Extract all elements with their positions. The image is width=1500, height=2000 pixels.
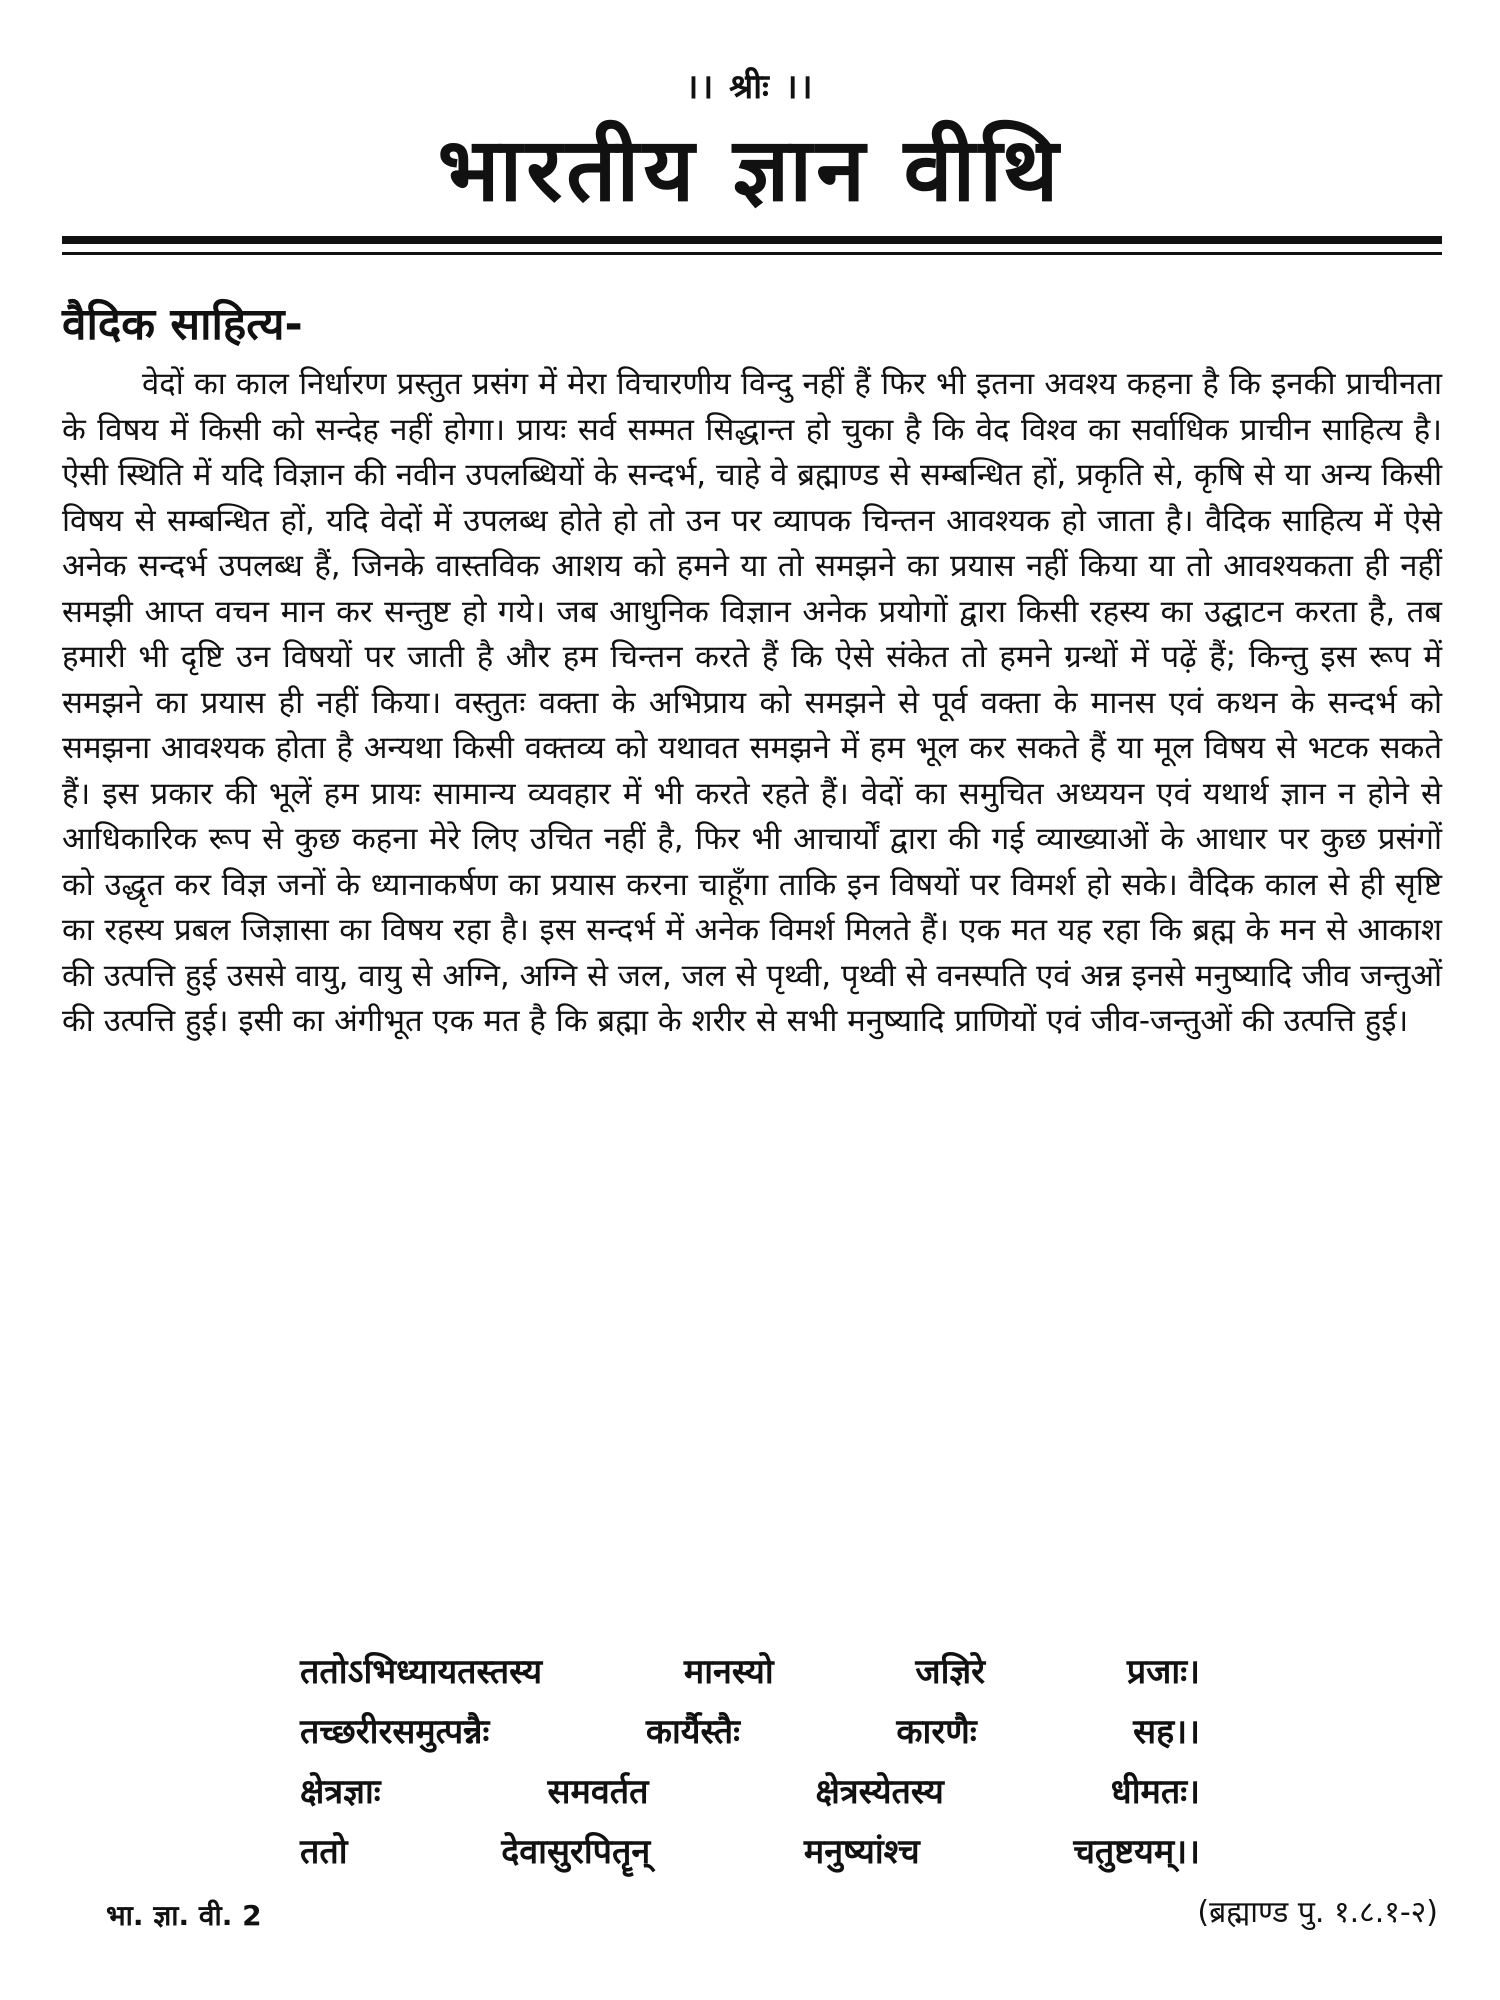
title-rule-thin (62, 252, 1442, 255)
body-paragraph: वेदों का काल निर्धारण प्रस्तुत प्रसंग में मेरा विचारणीय विन्दु नहीं हैं फिर भी इतना अवश्य कहना है कि इनकी प्राचीनता के विषय में किसी को सन्देह नहीं होगा। प्रायः सर्व सम्मत सिद्धान्त हो चुका है कि वेद विश्व का सर्वाधिक प्राचीन साहित्य है। ऐसी स्थिति में यदि विज्ञान की नवीन उपलब्धियों के सन्दर्भ, चाहे वे ब्रह्माण्ड से सम्बन्धित हों, प्रकृति से, कृषि से या अन्य किसी विषय से सम्बन्धित हों, यदि वेदों में उपलब्ध होते हो तो उन पर व्यापक चिन्तन आवश्यक हो जाता है। वैदिक साहित्य में ऐसे अनेक सन्दर्भ उपलब्ध हैं, जिनके वास्तविक आशय को हमने या तो समझने का प्रयास नहीं किया या तो आवश्यकता ही नहीं समझी आप्त वचन मान कर सन्तुष्ट हो गये। जब आधुनिक विज्ञान अनेक प्रयोगों द्वारा किसी रहस्य का उद्घाटन करता है, तब हमारी भी दृष्टि उन विषयों पर जाती है और हम चिन्तन करते हैं कि ऐसे संकेत तो हमने ग्रन्थों में पढ़ें हैं; किन्तु इस रूप में समझने का प्रयास ही नहीं किया। वस्तुतः वक्ता के अभिप्राय को समझने से पूर्व वक्ता के मानस एवं कथन के सन्दर्भ को समझना आवश्यक होता है अन्यथा किसी वक्तव्य को यथावत समझने में हम भूल कर सकते हैं या मूल विषय से भटक सकते हैं। इस प्रकार की भूलें हम प्रायः सामान्य व्यवहार में भी करते रहते हैं। वेदों का समुचित अध्ययन एवं यथार्थ ज्ञान न होने से आधिकारिक रूप से कुछ कहना मेरे लिए उचित नहीं है, फिर भी आचार्यों द्वारा की गई व्याख्याओं के आधार पर कुछ प्रसंगों को उद्धृत कर विज्ञ जनों के ध्यानाकर्षण का प्रयास करना चाहूँगा ताकि इन विषयों पर विमर्श हो सके। वैदिक काल से ही सृष्टि का रहस्य प्रबल जिज्ञासा का विषय रहा है। इस सन्दर्भ में अनेक विमर्श मिलते हैं। एक मत यह रहा कि ब्रह्म के मन से आकाश की उत्पत्ति हुई उससे वायु, वायु से अग्नि, अग्नि से जल, जल से पृथ्वी, पृथ्वी से वनस्पति एवं अन्न इनसे मनुष्यादि जीव जन्तुओं की उत्पत्ति हुई। इसी का अंगीभूत एक मत है कि ब्रह्मा के शरीर से सभी मनुष्यादि प्राणियों एवं जीव-जन्तुओं की उत्पत्ति हुई। (62, 366, 1442, 1039)
verse-citation: (ब्रह्माण्ड पु. १.८.१-२) (1197, 1895, 1438, 1930)
verse-word: मानस्यो (683, 1652, 774, 1692)
title-rule-thick (62, 236, 1442, 244)
verse-word: मनुष्यांश्च (803, 1832, 920, 1872)
verse-word: क्षेत्रज्ञाः (300, 1772, 381, 1812)
verse-word: कारणैः (896, 1712, 977, 1752)
verse-word: क्षेत्रस्येतस्य (815, 1772, 944, 1812)
sanskrit-verse (300, 1640, 1200, 1880)
verse-word: कार्यैस्तैः (645, 1712, 740, 1752)
verse-word: देवासुरपितॄन् (501, 1832, 651, 1872)
verse-line-1 (300, 1640, 1200, 1700)
book-title: भारतीय ज्ञान वीथि (437, 118, 1063, 221)
verse-word: चतुष्टयम्।। (1073, 1832, 1200, 1872)
section-heading: वैदिक साहित्य- (62, 299, 303, 350)
verse-word: ततोऽभिध्यायतस्तस्य (300, 1652, 543, 1692)
verse-line-2 (300, 1700, 1200, 1760)
verse-word: धीमतः। (1110, 1772, 1200, 1812)
verse-word: सह।। (1133, 1712, 1200, 1752)
verse-word: ततो (300, 1832, 348, 1872)
verse-line-3 (300, 1760, 1200, 1820)
verse-line-4 (300, 1820, 1200, 1880)
verse-word: तच्छरीरसमुत्पन्नैः (300, 1712, 490, 1752)
verse-word: प्रजाः। (1126, 1652, 1200, 1692)
book-code: भा. ज्ञा. वी. 2 (106, 1899, 262, 1932)
verse-word: जज्ञिरे (915, 1652, 986, 1692)
verse-word: समवर्तत (547, 1772, 649, 1812)
invocation: ।। श्रीः ।। (685, 67, 815, 107)
